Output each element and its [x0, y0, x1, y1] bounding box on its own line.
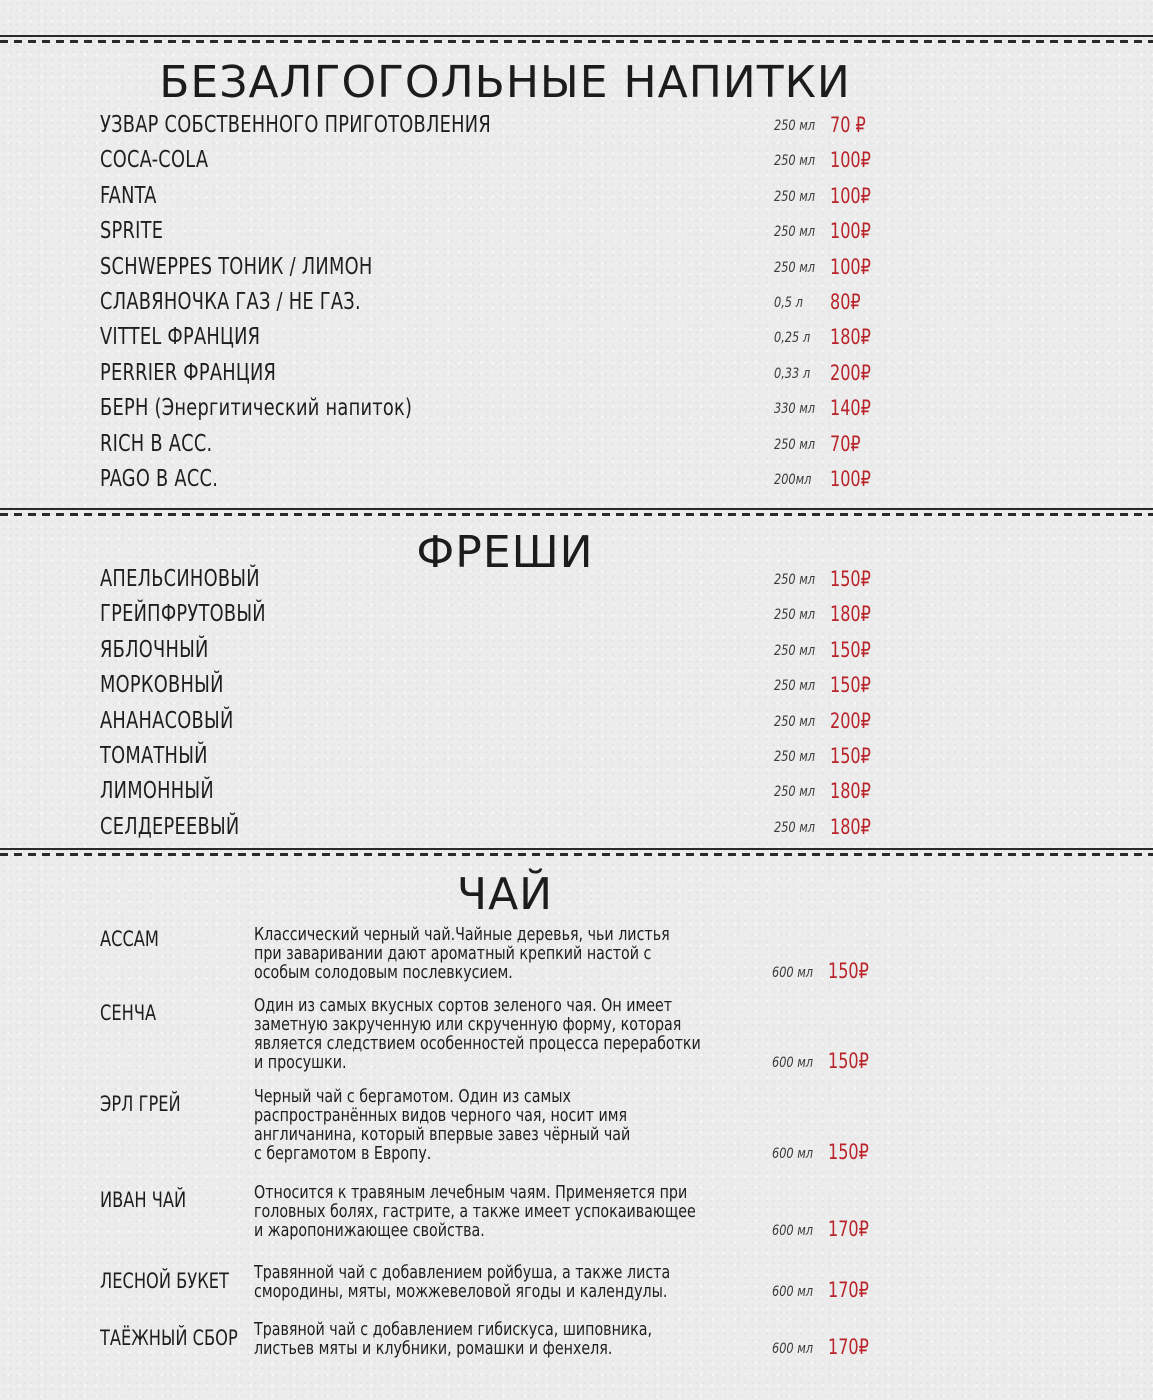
menu-item-row [0, 466, 1153, 496]
tea-description-line: англичанина, который впервые завез чёрный чай [254, 1124, 631, 1145]
item-price: 200₽ [830, 360, 871, 385]
item-name: VITTEL ФРАНЦИЯ [100, 324, 261, 351]
tea-description-line: Травянной чай с добавлением ройбуша, а также листа [254, 1262, 671, 1283]
tea-item-row [0, 1263, 1153, 1301]
menu-item-row [0, 324, 1153, 354]
menu-item-row [0, 637, 1153, 667]
item-price: 200₽ [830, 708, 871, 733]
tea-description-line: Травяной чай с добавлением гибискуса, шиповника, [254, 1319, 653, 1340]
item-volume: 250 мл [774, 607, 816, 624]
item-name: БЕРН (Энергитический напиток) [100, 395, 413, 422]
tea-item-row [0, 1087, 1153, 1163]
tea-item-row [0, 996, 1153, 1072]
tea-description-line: Классический черный чай.Чайные деревья, чьи листья [254, 924, 670, 945]
menu-item-row [0, 708, 1153, 738]
item-volume: 600 мл [772, 1223, 814, 1239]
tea-description-line: с бергамотом в Европу. [254, 1143, 432, 1164]
item-volume: 330 мл [774, 401, 816, 418]
item-price: 180₽ [830, 325, 871, 350]
item-name: FANTA [100, 182, 157, 209]
item-price: 150₽ [828, 1140, 869, 1164]
item-price: 140₽ [830, 396, 871, 421]
item-price: 150₽ [830, 637, 871, 662]
item-name: АНАНАСОВЫЙ [100, 707, 234, 734]
menu-item-row [0, 218, 1153, 248]
tea-description [254, 925, 782, 982]
item-price: 100₽ [830, 148, 871, 173]
item-price: 180₽ [830, 814, 871, 839]
item-volume: 250 мл [774, 436, 816, 453]
tea-name: СЕНЧА [100, 1001, 157, 1025]
item-name: ТОМАТНЫЙ [100, 743, 208, 769]
item-price: 70₽ [830, 431, 861, 456]
item-volume: 250 мл [774, 572, 816, 588]
item-name: УЗВАР СОБСТВЕННОГО ПРИГОТОВЛЕНИЯ [100, 112, 491, 138]
item-price: 100₽ [830, 183, 871, 208]
item-name: RICH В АСС. [100, 430, 213, 457]
menu-item-row [0, 147, 1153, 177]
menu-item-row [0, 814, 1153, 844]
item-price: 150₽ [830, 567, 871, 591]
item-volume: 250 мл [774, 118, 816, 134]
tea-description-line: особым солодовым послевкусием. [254, 962, 513, 983]
item-volume: 250 мл [774, 259, 816, 276]
item-price: 100₽ [830, 254, 871, 279]
item-volume: 250 мл [774, 678, 816, 695]
tea-name: ЛЕСНОЙ БУКЕТ [100, 1269, 229, 1293]
item-name: SCHWEPPES ТОНИК / ЛИМОН [100, 253, 373, 280]
item-name: ЯБЛОЧНЫЙ [100, 636, 209, 663]
tea-name: ТАЁЖНЫЙ СБОР [100, 1326, 238, 1350]
item-price: 150₽ [830, 673, 871, 698]
menu-item-row [0, 431, 1153, 461]
item-name: PAGO В АСС. [100, 466, 219, 492]
tea-description-line: листьев мяты и клубники, ромашки и фенхеля. [254, 1338, 613, 1359]
item-price: 170₽ [828, 1217, 869, 1241]
menu-item-row [0, 254, 1153, 284]
menu-item-row [0, 743, 1153, 773]
tea-name: ЭРЛ ГРЕЙ [100, 1092, 181, 1116]
menu-item-row [0, 395, 1153, 425]
tea-description-line: является следствием особенностей процесса переработки [254, 1033, 701, 1054]
item-price: 70 ₽ [830, 113, 866, 137]
section-divider [0, 35, 1153, 47]
item-name: PERRIER ФРАНЦИЯ [100, 359, 277, 386]
tea-name: ИВАН ЧАЙ [100, 1188, 187, 1212]
item-price: 100₽ [830, 219, 871, 244]
item-name: АПЕЛЬСИНОВЫЙ [100, 566, 260, 592]
menu-item-row [0, 360, 1153, 390]
item-volume: 250 мл [774, 224, 816, 241]
item-price: 170₽ [828, 1278, 869, 1302]
item-name: COCA-COLA [100, 147, 209, 174]
menu-item-row [0, 183, 1153, 213]
menu-item-row [0, 601, 1153, 631]
tea-description-line: распространённых видов черного чая, носит имя [254, 1105, 628, 1126]
tea-description-line: и просушки. [254, 1052, 347, 1073]
menu-item-row [0, 672, 1153, 702]
menu-item-row [0, 289, 1153, 319]
menu-item-row [0, 112, 1153, 142]
item-volume: 600 мл [772, 1341, 814, 1357]
tea-description [254, 1183, 782, 1240]
menu-item-row [0, 566, 1153, 596]
item-price: 100₽ [830, 467, 871, 491]
item-price: 150₽ [830, 744, 871, 768]
item-volume: 250 мл [774, 784, 816, 801]
menu-item-row [0, 778, 1153, 808]
item-name: SPRITE [100, 218, 164, 245]
tea-description [254, 1263, 782, 1301]
item-volume: 600 мл [772, 1055, 814, 1071]
section-divider [0, 848, 1153, 860]
section-title-soft-drinks: БЕЗАЛГОГОЛЬНЫЕ НАПИТКИ [159, 57, 851, 108]
item-volume: 0,25 л [774, 330, 811, 347]
tea-description [254, 1320, 782, 1358]
tea-description-line: смородины, мяты, можжевеловой ягоды и календулы. [254, 1281, 668, 1302]
tea-description [254, 1087, 782, 1163]
item-price: 150₽ [828, 959, 869, 983]
tea-description-line: Черный чай с бергамотом. Один из самых [254, 1086, 571, 1107]
item-price: 150₽ [828, 1049, 869, 1073]
item-volume: 250 мл [774, 188, 816, 205]
item-price: 180₽ [830, 602, 871, 627]
tea-description-line: головных болях, гастрите, а также имеет успокаивающее [254, 1201, 696, 1222]
item-volume: 250 мл [774, 749, 816, 765]
section-divider [0, 508, 1153, 520]
tea-description [254, 996, 782, 1072]
tea-description-line: заметную закрученную или скрученную форму, которая [254, 1014, 682, 1035]
item-price: 180₽ [830, 779, 871, 804]
section-title-tea: ЧАЙ [456, 869, 554, 920]
item-volume: 600 мл [772, 1284, 814, 1300]
item-name: ЛИМОННЫЙ [100, 778, 214, 805]
item-volume: 250 мл [774, 819, 816, 836]
tea-item-row [0, 1320, 1153, 1358]
tea-description-line: Относится к травяным лечебным чаям. Применяется при [254, 1182, 688, 1203]
item-volume: 0,5 л [774, 295, 803, 311]
tea-item-row [0, 925, 1153, 982]
tea-description-line: и жаропонижающее свойства. [254, 1220, 485, 1241]
item-volume: 200мл [774, 472, 812, 488]
item-volume: 0,33 л [774, 365, 811, 382]
item-name: ГРЕЙПФРУТОВЫЙ [100, 601, 266, 628]
item-volume: 250 мл [774, 642, 816, 659]
tea-name: АССАМ [100, 927, 159, 951]
item-volume: 250 мл [774, 153, 816, 170]
item-volume: 600 мл [772, 1146, 814, 1162]
tea-description-line: Один из самых вкусных сортов зеленого чая. Он имеет [254, 995, 673, 1016]
item-volume: 250 мл [774, 713, 816, 730]
tea-item-row [0, 1183, 1153, 1240]
item-price: 170₽ [828, 1335, 869, 1359]
section-title-fresh: ФРЕШИ [416, 527, 594, 578]
item-name: СЛАВЯНОЧКА ГАЗ / НЕ ГАЗ. [100, 289, 361, 315]
item-name: МОРКОВНЫЙ [100, 672, 224, 699]
tea-description-line: при заваривании дают ароматный крепкий настой с [254, 943, 652, 964]
item-name: СЕЛДЕРЕЕВЫЙ [100, 813, 240, 840]
item-price: 80₽ [830, 290, 861, 314]
item-volume: 600 мл [772, 965, 814, 981]
